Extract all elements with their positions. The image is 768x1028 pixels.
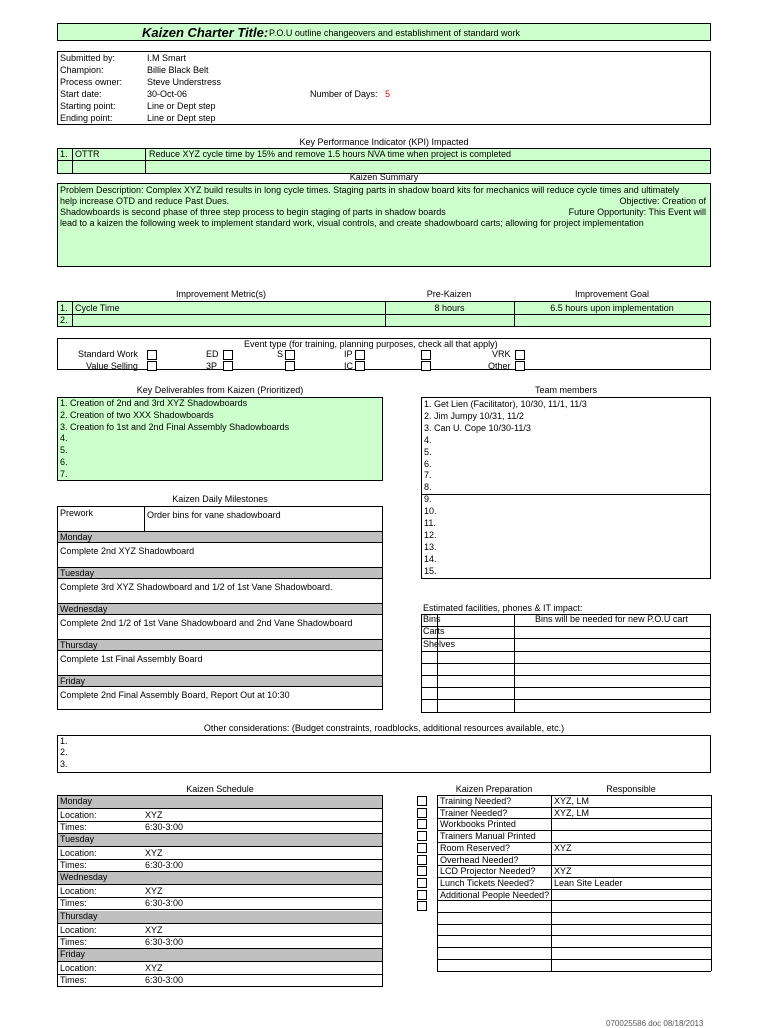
schedule-location-label: Location: <box>60 886 97 897</box>
event-blank-checkbox-1[interactable] <box>285 361 295 371</box>
deliverables-heading: Key Deliverables from Kaizen (Prioritized) <box>136 385 304 395</box>
summary-heading: Kaizen Summary <box>349 172 419 182</box>
event-vrk-checkbox[interactable] <box>515 350 525 360</box>
schedule-location-row <box>58 962 382 975</box>
preparation-grid-line <box>437 971 711 972</box>
preparation-checkbox[interactable] <box>417 808 427 818</box>
other-box <box>57 735 711 773</box>
deliverables-list <box>57 397 383 481</box>
deliverable-item: 1. Creation of 2nd and 3rd XYZ Shadowboards <box>60 398 248 408</box>
prework-label: Prework <box>60 508 94 518</box>
schedule-times-row <box>58 975 382 987</box>
preparation-item: Additional People Needed? <box>440 889 550 900</box>
schedule-times-row <box>58 898 382 910</box>
team-member: 6. <box>424 458 432 469</box>
preparation-grid-col <box>711 795 712 971</box>
facilities-grid-line <box>421 614 711 615</box>
schedule-times-value: 6:30-3:00 <box>145 860 184 871</box>
preparation-grid-col <box>437 795 438 971</box>
schedule-day-header: Wednesday <box>58 872 382 885</box>
schedule-times-value: 6:30-3:00 <box>145 822 184 832</box>
metric-heading: Improvement Metric(s) <box>175 289 266 299</box>
preparation-item: LCD Projector Needed? <box>440 866 536 877</box>
schedule-times-value: 6:30-3:00 <box>145 974 184 985</box>
schedule-location-value: XYZ <box>145 886 163 897</box>
days-label: Number of Days: <box>310 89 378 99</box>
event-standard-work-checkbox[interactable] <box>147 350 157 360</box>
milestone-thursday-header: Thursday <box>58 639 382 651</box>
summary-line-4: lead to a kaizen the following week to implement standard work, visual controls, and create shadowboard carts; allowing for project implementation <box>60 218 644 228</box>
preparation-checkbox[interactable] <box>417 890 427 900</box>
milestone-tuesday-task: Complete 3rd XYZ Shadowboard and 1/2 of 1st Vane Shadowboard. <box>60 582 333 592</box>
kpi-num-1: 1. <box>60 149 68 159</box>
milestone-friday-task: Complete 2nd Final Assembly Board, Report Out at 10:30 <box>60 690 290 700</box>
team-member: 1. Get Lien (Facilitator), 10/30, 11/1, 11/3 <box>424 399 587 409</box>
milestone-tuesday-header: Tuesday <box>58 567 382 579</box>
days-value: 5 <box>385 89 391 99</box>
preparation-item: Room Reserved? <box>440 842 511 853</box>
team-heading: Team members <box>534 385 597 395</box>
schedule-times-label: Times: <box>60 936 87 947</box>
preparation-item: Trainer Needed? <box>440 807 508 818</box>
schedule-times-value: 6:30-3:00 <box>145 936 184 947</box>
preparation-item: Lunch Tickets Needed? <box>440 877 535 888</box>
event-heading: Event type (for training, planning purposes, check all that apply) <box>244 339 498 349</box>
milestone-monday-header: Monday <box>58 531 382 543</box>
preparation-checkbox[interactable] <box>417 866 427 876</box>
preparation-grid-line <box>437 900 711 901</box>
summary-line-3: Shadowboards is second phase of three step process to begin staging of parts in shadow boards <box>60 207 446 217</box>
ending-value: Line or Dept step <box>147 113 216 123</box>
event-ed-label: ED <box>206 349 219 359</box>
preparation-grid-col <box>551 795 552 971</box>
preparation-grid-line <box>437 912 711 913</box>
starting-label: Starting point: <box>60 101 116 111</box>
preparation-responsible: XYZ <box>554 866 572 877</box>
event-ed-checkbox[interactable] <box>223 350 233 360</box>
other-num-2: 2. <box>60 747 68 757</box>
facilities-table <box>421 614 711 712</box>
summary-line-2-right: Objective: Creation of <box>619 196 706 206</box>
event-3p-checkbox[interactable] <box>223 361 233 371</box>
charter-info <box>57 51 711 125</box>
team-list <box>421 397 711 579</box>
facilities-grid-line <box>421 675 711 676</box>
kpi-desc-1: Reduce XYZ cycle time by 15% and remove 1.5 hours NVA time when project is completed <box>149 149 512 159</box>
facilities-grid-col <box>514 614 515 712</box>
facilities-grid-line <box>421 663 711 664</box>
milestone-wednesday-header: Wednesday <box>58 603 382 615</box>
team-member: 15. <box>424 565 437 576</box>
metric-num-2: 2. <box>60 315 68 325</box>
title-bar <box>57 23 711 41</box>
preparation-heading: Kaizen Preparation <box>455 784 533 794</box>
facilities-grid-line <box>421 651 711 652</box>
milestone-wednesday-task: Complete 2nd 1/2 of 1st Vane Shadowboard and 2nd Vane Shadowboard <box>60 618 353 628</box>
event-vrk-label: VRK <box>492 349 511 359</box>
schedule-times-label: Times: <box>60 860 87 871</box>
preparation-checkbox[interactable] <box>417 901 427 911</box>
event-s-checkbox[interactable] <box>285 350 295 360</box>
milestones-heading: Kaizen Daily Milestones <box>172 494 268 504</box>
summary-box <box>57 183 711 267</box>
metrics-table <box>57 301 711 327</box>
owner-label: Process owner: <box>60 77 123 87</box>
schedule-times-row <box>58 937 382 949</box>
schedule-times-label: Times: <box>60 898 87 909</box>
event-ic-label: IC <box>344 361 353 371</box>
schedule-times-value: 6:30-3:00 <box>145 898 184 909</box>
deliverable-item: 7. <box>60 468 68 479</box>
event-value-selling-checkbox[interactable] <box>147 361 157 371</box>
start-label: Start date: <box>60 89 102 99</box>
milestones-table <box>57 506 383 710</box>
metric-name-1: Cycle Time <box>75 303 120 313</box>
schedule-location-row <box>58 885 382 898</box>
team-divider <box>422 494 710 495</box>
schedule-location-label: Location: <box>60 810 97 820</box>
facilities-heading: Estimated facilities, phones & IT impact: <box>423 603 583 613</box>
preparation-checkbox[interactable] <box>417 796 427 806</box>
schedule-location-value: XYZ <box>145 848 163 859</box>
ending-label: Ending point: <box>60 113 113 123</box>
other-num-3: 3. <box>60 759 68 769</box>
milestone-monday-task: Complete 2nd XYZ Shadowboard <box>60 546 195 556</box>
schedule-location-label: Location: <box>60 962 97 973</box>
pre-kaizen-heading: Pre-Kaizen <box>426 289 472 299</box>
preparation-responsible: XYZ, LM <box>554 807 590 818</box>
schedule-day-header: Friday <box>58 949 382 962</box>
schedule-times-label: Times: <box>60 974 87 985</box>
schedule-day-header: Thursday <box>58 911 382 924</box>
summary-line-1: Problem Description: Complex XYZ build results in long cycle times. Staging parts in shadow board kits for mechanics will reduce cycle times and ultimately <box>60 185 680 195</box>
schedule-day-header: Tuesday <box>58 834 382 847</box>
deliverable-item: 2. Creation of two XXX Shadowboards <box>60 409 214 420</box>
preparation-table <box>415 795 712 981</box>
goal-1: 6.5 hours upon implementation <box>550 303 674 313</box>
preparation-grid-line <box>437 947 711 948</box>
facilities-grid-line <box>421 638 711 639</box>
deliverable-item: 4. <box>60 433 68 444</box>
submitted-label: Submitted by: <box>60 53 116 63</box>
event-value-selling-label: Value Selling <box>86 361 138 371</box>
preparation-grid-line <box>437 959 711 960</box>
submitted-value: I.M Smart <box>147 53 187 63</box>
schedule-location-row <box>58 809 382 822</box>
schedule-location-value: XYZ <box>145 962 163 973</box>
start-value: 30-Oct-06 <box>147 89 188 99</box>
facilities-shelves: Shelves <box>423 639 456 649</box>
team-member: 7. <box>424 470 432 481</box>
event-other-label: Other <box>488 361 511 371</box>
schedule-location-value: XYZ <box>145 924 163 935</box>
schedule-heading: Kaizen Schedule <box>186 784 254 794</box>
schedule-day-header: Monday <box>58 796 382 809</box>
preparation-checkbox[interactable] <box>417 843 427 853</box>
schedule-times-label: Times: <box>60 822 87 832</box>
preparation-item: Training Needed? <box>440 796 512 806</box>
pre-kaizen-1: 8 hours <box>434 303 465 313</box>
kpi-heading: Key Performance Indicator (KPI) Impacted <box>299 137 469 147</box>
team-member: 11. <box>424 518 436 528</box>
event-blank-checkbox-2[interactable] <box>421 350 431 360</box>
other-num-1: 1. <box>60 736 68 746</box>
preparation-checkbox[interactable] <box>417 819 427 829</box>
preparation-checkbox[interactable] <box>417 855 427 865</box>
deliverable-item: 6. <box>60 457 68 467</box>
preparation-responsible: XYZ <box>554 842 572 853</box>
facilities-carts: Carts <box>423 626 445 636</box>
team-member: 10. <box>424 506 437 517</box>
responsible-heading: Responsible <box>606 784 656 794</box>
footer-text: 070025586 doc 08/18/2013 <box>606 1019 704 1028</box>
schedule-table <box>57 795 383 987</box>
preparation-item: Overhead Needed? <box>440 854 519 865</box>
schedule-location-label: Location: <box>60 848 97 859</box>
schedule-times-row <box>58 822 382 834</box>
facilities-grid-line <box>421 687 711 688</box>
schedule-location-row <box>58 847 382 860</box>
owner-value: Steve Understress <box>147 77 222 87</box>
facilities-grid-col <box>437 614 438 712</box>
summary-line-3-right: Future Opportunity: This Event will <box>568 207 706 217</box>
facilities-grid-line <box>421 626 711 627</box>
event-blank-checkbox-3[interactable] <box>421 361 431 371</box>
preparation-item: Trainers Manual Printed <box>440 831 536 842</box>
champion-value: Billie Black Belt <box>147 65 209 75</box>
milestone-friday-header: Friday <box>58 675 382 687</box>
deliverable-item: 5. <box>60 445 68 456</box>
title-text: P.O.U outline changeovers and establishment of standard work <box>269 28 520 38</box>
goal-heading: Improvement Goal <box>574 289 650 299</box>
event-ip-checkbox[interactable] <box>355 350 365 360</box>
event-s-label: S <box>277 349 284 359</box>
team-member: 8. <box>424 482 432 493</box>
preparation-grid-line <box>437 935 711 936</box>
deliverable-item: 3. Creation fo 1st and 2nd Final Assembly Shadowboards <box>60 421 290 432</box>
facilities-grid-line <box>421 712 711 713</box>
preparation-item: Workbooks Printed <box>440 819 516 830</box>
team-member: 14. <box>424 553 437 564</box>
event-standard-work-label: Standard Work <box>78 349 138 359</box>
facilities-bins-note: Bins will be needed for new P.O.U cart <box>535 614 688 624</box>
schedule-location-row <box>58 924 382 937</box>
metric-num-1: 1. <box>60 303 68 313</box>
title-label: Kaizen Charter Title: <box>142 25 269 40</box>
facilities-grid-line <box>421 699 711 700</box>
team-member: 13. <box>424 541 437 552</box>
event-3p-label: 3P <box>206 361 218 371</box>
other-heading: Other considerations: (Budget constraints, roadblocks, additional resources available, etc.) <box>203 723 565 733</box>
champion-label: Champion: <box>60 65 104 75</box>
kpi-name-1: OTTR <box>75 149 100 159</box>
prework-task: Order bins for vane shadowboard <box>147 510 281 520</box>
schedule-location-label: Location: <box>60 924 97 935</box>
event-ic-checkbox[interactable] <box>355 361 365 371</box>
summary-line-2: help increase OTD and reduce Past Dues. <box>60 196 230 206</box>
facilities-bins: Bins <box>423 614 441 624</box>
facilities-grid-col <box>710 614 711 712</box>
schedule-times-row <box>58 860 382 872</box>
preparation-grid-line <box>437 924 711 925</box>
event-ip-label: IP <box>344 349 353 359</box>
team-member: 5. <box>424 446 432 457</box>
team-member: 9. <box>424 494 432 505</box>
team-member: 3. Can U. Cope 10/30-11/3 <box>424 422 531 433</box>
preparation-checkbox[interactable] <box>417 878 427 888</box>
facilities-grid-col <box>421 614 422 712</box>
starting-value: Line or Dept step <box>147 101 216 111</box>
schedule-location-value: XYZ <box>145 810 163 820</box>
team-member: 2. Jim Jumpy 10/31, 11/2 <box>424 410 524 421</box>
team-member: 4. <box>424 434 432 445</box>
preparation-responsible: XYZ, LM <box>554 796 590 806</box>
team-member: 12. <box>424 529 437 540</box>
kpi-table <box>57 148 711 174</box>
event-other-checkbox[interactable] <box>515 361 525 371</box>
milestone-thursday-task: Complete 1st Final Assembly Board <box>60 654 203 664</box>
preparation-responsible: Lean Site Leader <box>554 877 623 888</box>
event-type-box <box>57 338 711 370</box>
preparation-checkbox[interactable] <box>417 831 427 841</box>
